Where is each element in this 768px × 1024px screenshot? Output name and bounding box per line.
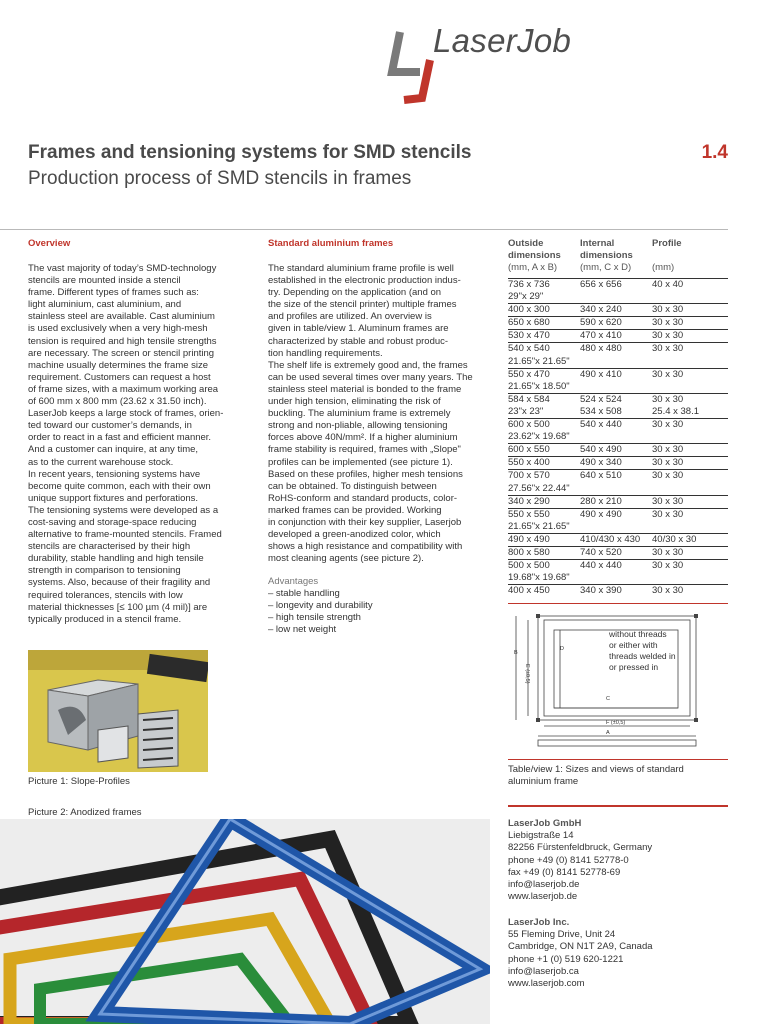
table-cell-profile: 30 x 30 — [652, 304, 728, 317]
text-line: durability, stable handling and high tensile — [28, 553, 204, 565]
table-cell-inch: 27.56"x 22.44" — [508, 482, 570, 494]
text-line: light aluminium, cast aluminium, and — [28, 299, 182, 311]
table-cell-internal: 480 x 480 — [580, 343, 652, 356]
contact-canada: LaserJob Inc. 55 Fleming Drive, Unit 24 Cambridge, ON N1T 2A9, Canada phone +1 (0) 519 620-1221 info@laserjob.ca www.laserjob.com — [508, 917, 653, 990]
text-line: LaserJob keeps a large stock of frames, orien- — [28, 408, 224, 420]
advantage-item: – longevity and durability — [268, 600, 373, 612]
website-link[interactable]: www.laserjob.de — [508, 891, 578, 903]
text-line: Based on these profiles, higher mesh tensions — [268, 468, 463, 480]
company-name: LaserJob Inc. — [508, 917, 570, 928]
diagram-note-line: or pressed in — [609, 662, 659, 672]
text-line: forces above 40N/mm². If a higher aluminium — [268, 432, 458, 444]
table-row — [508, 508, 728, 521]
table-row-extra — [508, 291, 728, 304]
label-f: F (±0,5) — [606, 720, 626, 726]
label-c: C — [606, 696, 610, 702]
table-cell-outside: 500 x 500 — [508, 560, 580, 573]
header-outside: Outside — [508, 238, 544, 249]
text-line: tion handling requirements. — [268, 347, 383, 359]
page-title: Frames and tensioning systems for SMD stencils — [28, 142, 472, 163]
label-b: B — [514, 650, 518, 656]
table-row — [508, 546, 728, 559]
table-cell-outside: 550 x 400 — [508, 457, 580, 470]
table-cell-internal: 410/430 x 430 — [580, 533, 652, 546]
table-cell-profile: 30 x 30 — [652, 470, 728, 483]
table-cell-profile: 30 x 30 — [652, 444, 728, 457]
table-cell-outside: 540 x 540 — [508, 343, 580, 356]
table-row — [508, 457, 728, 470]
table-row — [508, 279, 728, 292]
table-row-extra — [508, 483, 728, 496]
table-cell-profile: 30 x 30 — [652, 343, 728, 356]
text-line: marked frames can be provided. Working — [268, 504, 442, 516]
table-cell-inch: 21.65"x 21.65" — [508, 355, 570, 367]
title-divider — [0, 229, 728, 230]
overview-body — [28, 263, 250, 626]
label-e: E (±0,5) — [524, 664, 530, 684]
page-subtitle: Production process of SMD stencils in frames — [28, 168, 412, 189]
text-line: requirement. Customers can request a host — [28, 371, 211, 383]
table-cell-inch: 29"x 29" — [508, 291, 544, 303]
label-a: A — [606, 730, 610, 736]
text-line: shows a high resistance and compatibility with — [268, 541, 463, 553]
table-row — [508, 304, 728, 317]
table-cell-internal: 340 x 390 — [580, 585, 652, 598]
text-line: developed a green-anodized color, which — [268, 529, 441, 541]
text-line: buckling. The aluminium frame is extremely — [268, 408, 451, 420]
text-line: stencils are mounted inside a stencil — [28, 275, 181, 287]
table-cell-profile: 30 x 30 — [652, 560, 728, 573]
picture1-caption: Picture 1: Slope-Profiles — [28, 776, 130, 787]
text-line: And a customer can inquire, at any time, — [28, 444, 199, 456]
table-row-extra — [508, 431, 728, 444]
divider — [508, 759, 728, 760]
table-cell-internal: 540 x 490 — [580, 444, 652, 457]
diagram-note-line: without threads — [609, 629, 667, 639]
table-cell-internal: 590 x 620 — [580, 317, 652, 330]
advantages-list — [268, 576, 490, 636]
text-line: The tensioning systems were developed as a — [28, 504, 219, 516]
company-name: LaserJob GmbH — [508, 818, 582, 829]
header-internal: Internal — [580, 238, 615, 249]
text-line: profiles can be implemented (see picture 1). — [268, 456, 453, 468]
text-line: The shelf life is extremely good and, the frames — [268, 359, 468, 371]
text-line: In recent years, tensioning systems have — [28, 468, 201, 480]
table-row — [508, 393, 728, 406]
text-line: unique support fixtures and perforations. — [28, 492, 199, 504]
table-cell-internal: 740 x 520 — [580, 546, 652, 559]
table-row — [508, 533, 728, 546]
text-line: machine usually determines the frame size — [28, 359, 209, 371]
table-cell-internal: 490 x 490 — [580, 508, 652, 521]
table-cell-outside: 550 x 470 — [508, 368, 580, 381]
table-row — [508, 495, 728, 508]
text-line: required tolerances, stencils with low — [28, 589, 183, 601]
text-line: try. Depending on the application (and on — [268, 287, 442, 299]
table-cell-outside: 400 x 300 — [508, 304, 580, 317]
text-line: can be obtained. To distinguish between — [268, 480, 437, 492]
table-cell-inch: 23"x 23" — [508, 405, 544, 417]
table-cell-inch: 21.65"x 21.65" — [508, 520, 570, 532]
table-cell-internal: 640 x 510 — [580, 470, 652, 483]
text-line: are necessary. The screen or stencil printing — [28, 347, 215, 359]
text-line: can be used several times over many years. The — [268, 371, 473, 383]
text-line: is used exclusively when a very high-mesh — [28, 323, 208, 335]
table-row-extra — [508, 381, 728, 394]
table-cell-internal: 440 x 440 — [580, 560, 652, 573]
text-line: the size of the stencil printer) multiple frames — [268, 299, 457, 311]
text-line: material thicknesses [≤ 100 µm (4 mil)] are — [28, 601, 208, 613]
table-cell-profile: 30 x 30 — [652, 508, 728, 521]
table-cell-internal: 490 x 340 — [580, 457, 652, 470]
table-cell-internal: 534 x 508 — [580, 405, 622, 417]
table-cell-outside: 490 x 490 — [508, 533, 580, 546]
text-line: established in the electronic production indus- — [268, 275, 461, 287]
advantages-heading: Advantages — [268, 576, 319, 587]
table-cell-outside: 600 x 500 — [508, 419, 580, 432]
frame-view-diagram — [508, 614, 728, 752]
table-cell-internal: 540 x 440 — [580, 419, 652, 432]
text-line: of 600 mm x 800 mm (23.62 x 31.50 inch). — [28, 396, 207, 408]
email-link[interactable]: info@laserjob.ca — [508, 965, 579, 977]
table-cell-outside: 600 x 550 — [508, 444, 580, 457]
text-line: characterized by stable and robust produc- — [268, 335, 449, 347]
advantage-item: – low net weight — [268, 624, 337, 636]
divider — [508, 805, 728, 807]
email-link[interactable]: info@laserjob.de — [508, 879, 580, 891]
table-row-extra — [508, 406, 728, 419]
standard-frames-heading: Standard aluminium frames — [268, 238, 394, 249]
text-line: frame. Different types of frames such as: — [28, 287, 199, 299]
table-cell-outside: 530 x 470 — [508, 330, 580, 343]
text-line: become quite common, each with their own — [28, 480, 211, 492]
text-line: of frame sizes, with a maximum working area — [28, 383, 219, 395]
table-cell-profile: 30 x 30 — [652, 330, 728, 343]
text-line: alternative to frame-mounted stencils. Framed — [28, 529, 222, 541]
table-cell-outside: 584 x 584 — [508, 393, 580, 406]
table-cell-profile: 40 x 40 — [652, 279, 728, 292]
text-line: as to the current warehouse stock. — [28, 456, 174, 468]
table-row — [508, 585, 728, 598]
table-row-extra — [508, 521, 728, 534]
table-cell-outside: 340 x 290 — [508, 495, 580, 508]
text-line: stencils are characterised by their high — [28, 541, 191, 553]
text-line: given in table/view 1. Aluminum frames are — [268, 323, 449, 335]
table-cell-outside: 400 x 450 — [508, 585, 580, 598]
text-line: RoHS-conform and standard products, color- — [268, 492, 458, 504]
text-line: strength in comparison to tensioning — [28, 565, 181, 577]
table-cell-profile: 30 x 30 — [652, 317, 728, 330]
table-body — [508, 279, 728, 598]
text-line: order to react in a fast and efficient manner. — [28, 432, 212, 444]
section-number: 1.4 — [701, 142, 728, 163]
table-cell-outside: 650 x 680 — [508, 317, 580, 330]
table-cell-inch: 21.65"x 18.50" — [508, 380, 570, 392]
table-cell-internal: 656 x 656 — [580, 279, 652, 292]
advantage-item: – stable handling — [268, 588, 340, 600]
overview-heading: Overview — [28, 238, 71, 249]
text-line: under high tension, eliminating the risk of — [268, 396, 441, 408]
table-cell-profile: 30 x 30 — [652, 419, 728, 432]
table-row — [508, 419, 728, 432]
table-cell-outside: 550 x 550 — [508, 508, 580, 521]
table-cell-inch: 23.62"x 19.68" — [508, 431, 570, 443]
text-line: ted toward our customer’s demands, in — [28, 420, 192, 432]
website-link[interactable]: www.laserjob.com — [508, 978, 585, 990]
table-cell-internal: 340 x 240 — [580, 304, 652, 317]
picture2-caption: Picture 2: Anodized frames — [28, 807, 142, 818]
text-line: stainless steel material is bonded to the frame — [268, 383, 462, 395]
table-row-extra — [508, 356, 728, 369]
text-line: The standard aluminium frame profile is well — [268, 263, 454, 274]
table-cell-profile: 25.4 x 38.1 — [652, 405, 700, 417]
table-row — [508, 368, 728, 381]
table-row-extra — [508, 572, 728, 585]
text-line: strong and non-pliable, allowing tensioning — [268, 420, 448, 432]
table-row — [508, 444, 728, 457]
table-cell-profile: 30 x 30 — [652, 585, 728, 598]
text-line: typically produced in a stencil frame. — [28, 613, 182, 625]
table-caption: Table/view 1: Sizes and views of standard aluminium frame — [508, 764, 684, 788]
table-cell-inch: 19.68"x 19.68" — [508, 572, 570, 584]
table-row — [508, 317, 728, 330]
table-cell-outside: 736 x 736 — [508, 279, 580, 292]
slope-profiles-photo — [28, 650, 208, 772]
table-cell-profile: 30 x 30 — [652, 457, 728, 470]
logo-text: LaserJob — [433, 22, 572, 59]
text-line: and profiles are utilized. An overview is — [268, 311, 432, 323]
table-cell-internal: 524 x 524 — [580, 393, 652, 406]
header-profile: Profile — [652, 238, 682, 249]
label-d: D — [560, 646, 564, 652]
table-cell-profile: 30 x 30 — [652, 495, 728, 508]
diagram-note-line: or either with — [609, 640, 658, 650]
table-cell-internal: 280 x 210 — [580, 495, 652, 508]
table-row — [508, 470, 728, 483]
table-row — [508, 330, 728, 343]
text-line: The vast majority of today’s SMD-technology — [28, 263, 217, 274]
text-line: stainless steel are available. Cast aluminium — [28, 311, 215, 323]
frame-sizes-table: Outside Internal Profile dimensions dimensions (mm, A x B) (mm, C x D) (mm) 736 x 736 656 x 656 40 x 40 29"x 29" 400 x 300 340 x 240 30 x 30 650 x 680 590 x 620 30 x 30 530 x 470 470 x 410 30 x 30 540 x 540 480 x 480 30 x 30 21.65"x 21.65" 550 x 470 490 x 410 30 x 30 21.65"x 18.50" 584 x 584 524 x 524 30 x 30 23"x 23" 534 x 508 25.4 x 38.1 600 x 500 540 x 440 30 x 30 23.62"x 19.68" 600 x 550 540 x 490 30 x 30 550 x 400 490 x 340 30 x 30 700 x 570 640 x 510 30 x 30 27.56"x 22.44" 340 x 290 280 x 210 30 x 30 550 x 550 490 x 490 30 x 30 21.65"x 21.65" 490 x 490 410/430 x 430 40/30 x 30 800 x 580 740 x 520 30 x 30 500 x 500 440 x 440 30 x 30 19.68"x 19.68" 400 x 450 340 x 390 30 x 30 — [508, 238, 728, 597]
table-cell-internal: 490 x 410 — [580, 368, 652, 381]
anodized-frames-photo — [0, 819, 490, 1024]
text-line: frame stability is required, frames with „Slope" — [268, 444, 461, 456]
table-cell-internal: 470 x 410 — [580, 330, 652, 343]
standard-frames-body — [268, 263, 490, 565]
advantage-item: – high tensile strength — [268, 612, 361, 624]
text-line: tension is required and high tensile strengths — [28, 335, 217, 347]
text-line: systems. Also, because of their fragility and — [28, 577, 211, 589]
table-cell-profile: 30 x 30 — [652, 393, 728, 406]
text-line: in conjunction with their key supplier, Laserjob — [268, 516, 462, 528]
divider — [508, 603, 728, 604]
text-line: most cleaning agents (see picture 2). — [268, 553, 424, 565]
table-row — [508, 560, 728, 573]
table-cell-profile: 30 x 30 — [652, 368, 728, 381]
table-cell-profile: 40/30 x 30 — [652, 533, 728, 546]
table-row — [508, 343, 728, 356]
table-cell-outside: 700 x 570 — [508, 470, 580, 483]
table-cell-outside: 800 x 580 — [508, 546, 580, 559]
text-line: cost-saving and storage-space reducing — [28, 516, 197, 528]
diagram-note-line: threads welded in — [609, 651, 676, 661]
contact-germany: LaserJob GmbH Liebigstraße 14 82256 Fürstenfeldbruck, Germany phone +49 (0) 8141 52778-0 fax +49 (0) 8141 52778-69 info@laserjob.de www.laserjob.de — [508, 818, 653, 903]
table-cell-profile: 30 x 30 — [652, 546, 728, 559]
